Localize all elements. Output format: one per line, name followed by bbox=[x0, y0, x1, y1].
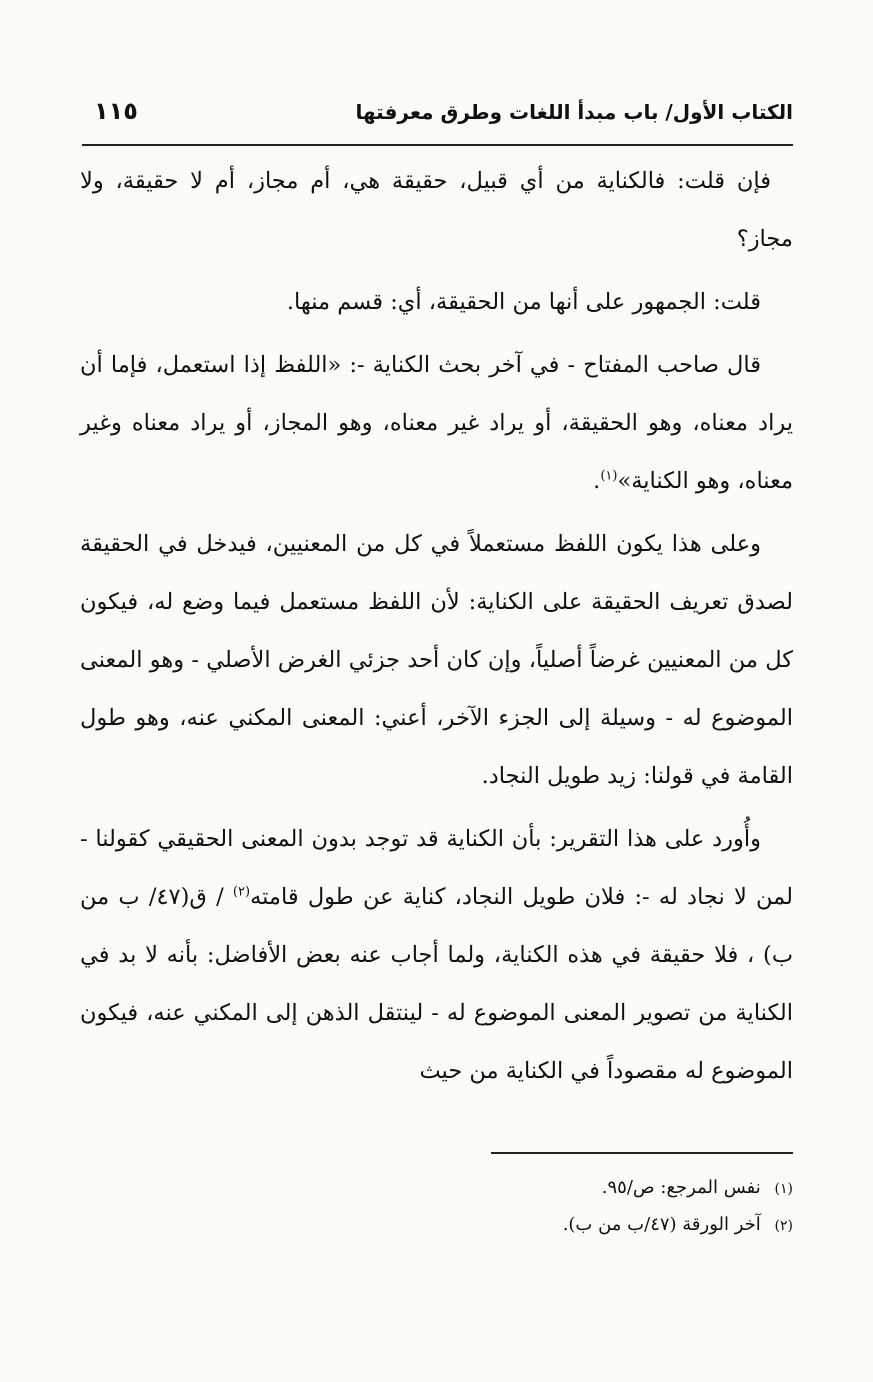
page-header bbox=[82, 92, 793, 146]
main-text bbox=[80, 152, 793, 1105]
footnote-ref-2: (٢) bbox=[232, 884, 251, 900]
running-title: الكتاب الأول/ باب مبدأ اللغات وطرق معرفتها bbox=[355, 100, 793, 124]
page-number: ١١٥ bbox=[94, 97, 138, 125]
paragraph-answer-text: قلت: الجمهور على أنها من الحقيقة، أي: قسم منها. bbox=[286, 289, 761, 315]
paragraph-quote bbox=[80, 336, 793, 510]
footnote-2-mark: (٢) bbox=[774, 1218, 793, 1234]
footnotes bbox=[373, 1170, 793, 1244]
paragraph-question bbox=[80, 152, 793, 268]
paragraph-continuation-text: / ق(٤٧/ ب من ب) ، فلا حقيقة في هذه الكناية، ولما أجاب عنه بعض الأفاضل: بأنه لا بد في الكناية من تصوير المعنى الموضوع له - لينتقل الذهن إلى المكني عنه، فيكون الموضوع له مقصوداً في الكناية من حيث bbox=[80, 884, 793, 1084]
paragraph-explanation-text: وعلى هذا يكون اللفظ مستعملاً في كل من المعنيين، فيدخل في الحقيقة لصدق تعريف الحقيقة على الكناية: لأن اللفظ مستعمل فيما وضع له، فيكون كل من المعنيين غرضاً أصلياً، وإن كان أحد جزئي الغرض الأصلي - وهو المعنى الموضوع له - وسيلة إلى الجزء الآخر، أعني: المعنى المكني عنه، وهو طول القامة في قولنا: زيد طويل النجاد. bbox=[80, 531, 793, 789]
paragraph-question-text: فإن قلت: فالكناية من أي قبيل، حقيقة هي، أم مجاز، أم لا حقيقة، ولا مجاز؟ bbox=[80, 168, 793, 252]
paragraph-answer bbox=[80, 273, 793, 331]
footnote-2 bbox=[373, 1207, 793, 1244]
footnote-1 bbox=[373, 1170, 793, 1207]
quote-period: . bbox=[593, 468, 601, 494]
footnote-separator bbox=[491, 1152, 793, 1154]
paragraph-objection-text: وأُورد على هذا التقرير: بأن الكناية قد توجد بدون المعنى الحقيقي كقولنا - لمن لا نجاد له -: فلان طويل النجاد، كناية عن طول قامته bbox=[80, 826, 794, 910]
footnote-1-text: نفس المرجع: ص/٩٥. bbox=[601, 1177, 761, 1198]
paragraph-quote-text: قال صاحب المفتاح - في آخر بحث الكناية -: «اللفظ إذا استعمل، فإما أن يراد معناه، وهو الحقيقة، أو يراد غير معناه، وهو المجاز، أو يراد معناه وغير معناه، وهو الكناية» bbox=[80, 352, 793, 494]
paragraph-explanation bbox=[80, 515, 793, 805]
footnote-2-text: آخر الورقة (٤٧/ب من ب). bbox=[562, 1214, 761, 1235]
footnote-1-mark: (١) bbox=[774, 1181, 793, 1197]
paragraph-objection bbox=[80, 810, 793, 1100]
footnote-ref-1: (١) bbox=[600, 468, 618, 484]
